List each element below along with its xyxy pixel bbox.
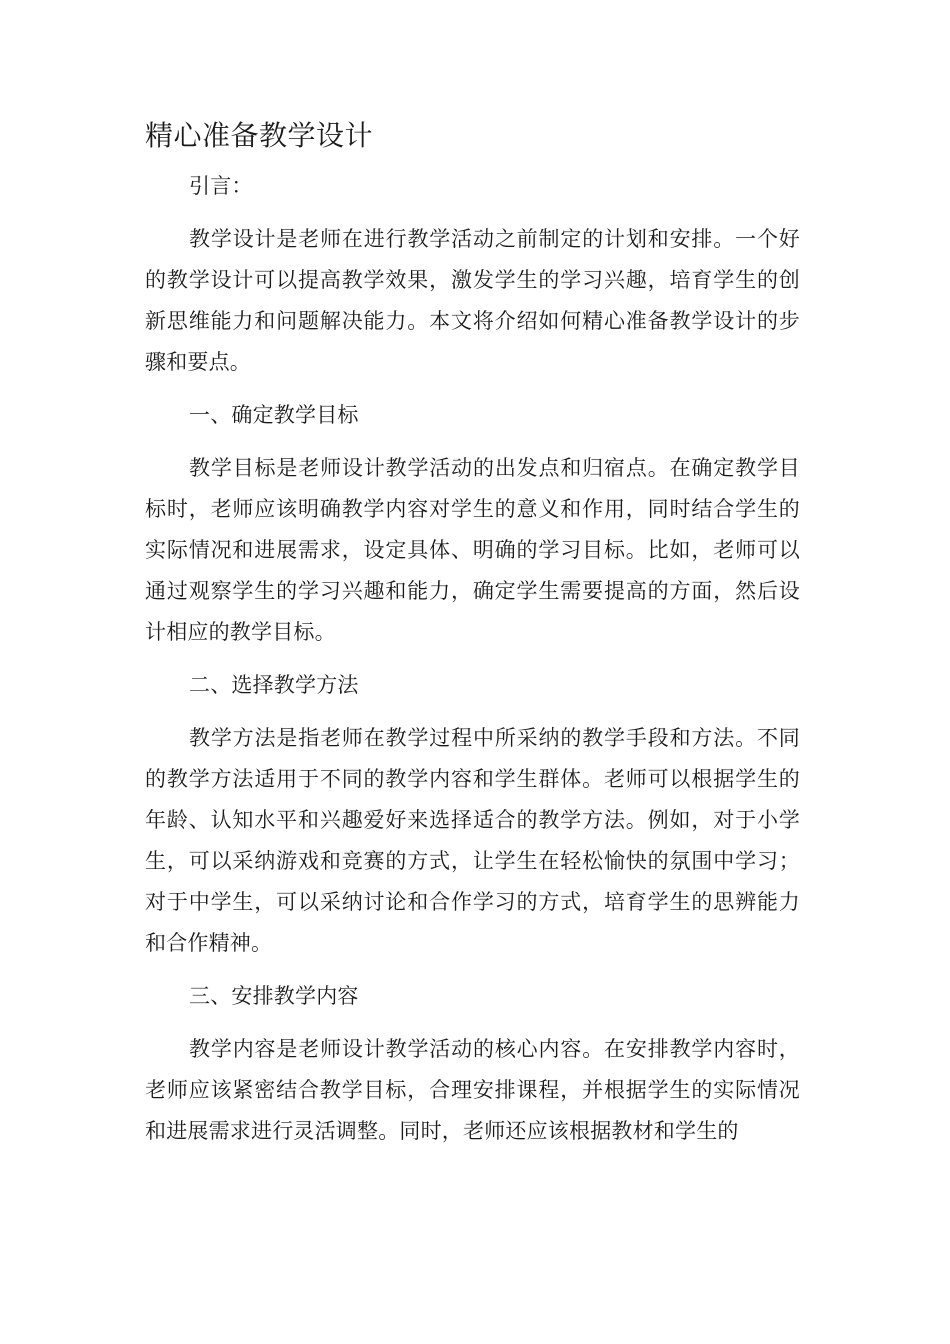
section-heading-3: 三、安排教学内容: [189, 984, 359, 1008]
section-body-2: 教学方法是指老师在教学过程中所采纳的教学手段和方法。不同的教学方法适用于不同的教学内容和学生群体。老师可以根据学生的年龄、认知水平和兴趣爱好来选择适合的教学方法。例如，对于小学生，可以采纳游戏和竞赛的方式，让学生在轻松愉快的氛围中学习；对于中学生，可以采纳讨论和合作学习的方式，培育学生的思辨能力和合作精神。: [145, 726, 800, 955]
document-title: 精心准备教学设计: [145, 119, 374, 152]
section-body-3: 教学内容是老师设计教学活动的核心内容。在安排教学内容时，老师应该紧密结合教学目标，合理安排课程，并根据学生的实际情况和进展需求进行灵活调整。同时，老师还应该根据教材和学生的: [145, 1037, 800, 1143]
intro-paragraph: 教学设计是老师在进行教学活动之前制定的计划和安排。一个好的教学设计可以提高教学效果，激发学生的学习兴趣，培育学生的创新思维能力和问题解决能力。本文将介绍如何精心准备教学设计的步骤和要点。: [145, 227, 800, 374]
section-heading-1: 一、确定教学目标: [189, 403, 359, 427]
intro-label: 引言：: [189, 174, 253, 198]
section-heading-2: 二、选择教学方法: [189, 673, 359, 697]
section-body-1: 教学目标是老师设计教学活动的出发点和归宿点。在确定教学目标时，老师应该明确教学内容对学生的意义和作用，同时结合学生的实际情况和进展需求，设定具体、明确的学习目标。比如，老师可以通过观察学生的学习兴趣和能力，确定学生需要提高的方面，然后设计相应的教学目标。: [145, 456, 800, 644]
